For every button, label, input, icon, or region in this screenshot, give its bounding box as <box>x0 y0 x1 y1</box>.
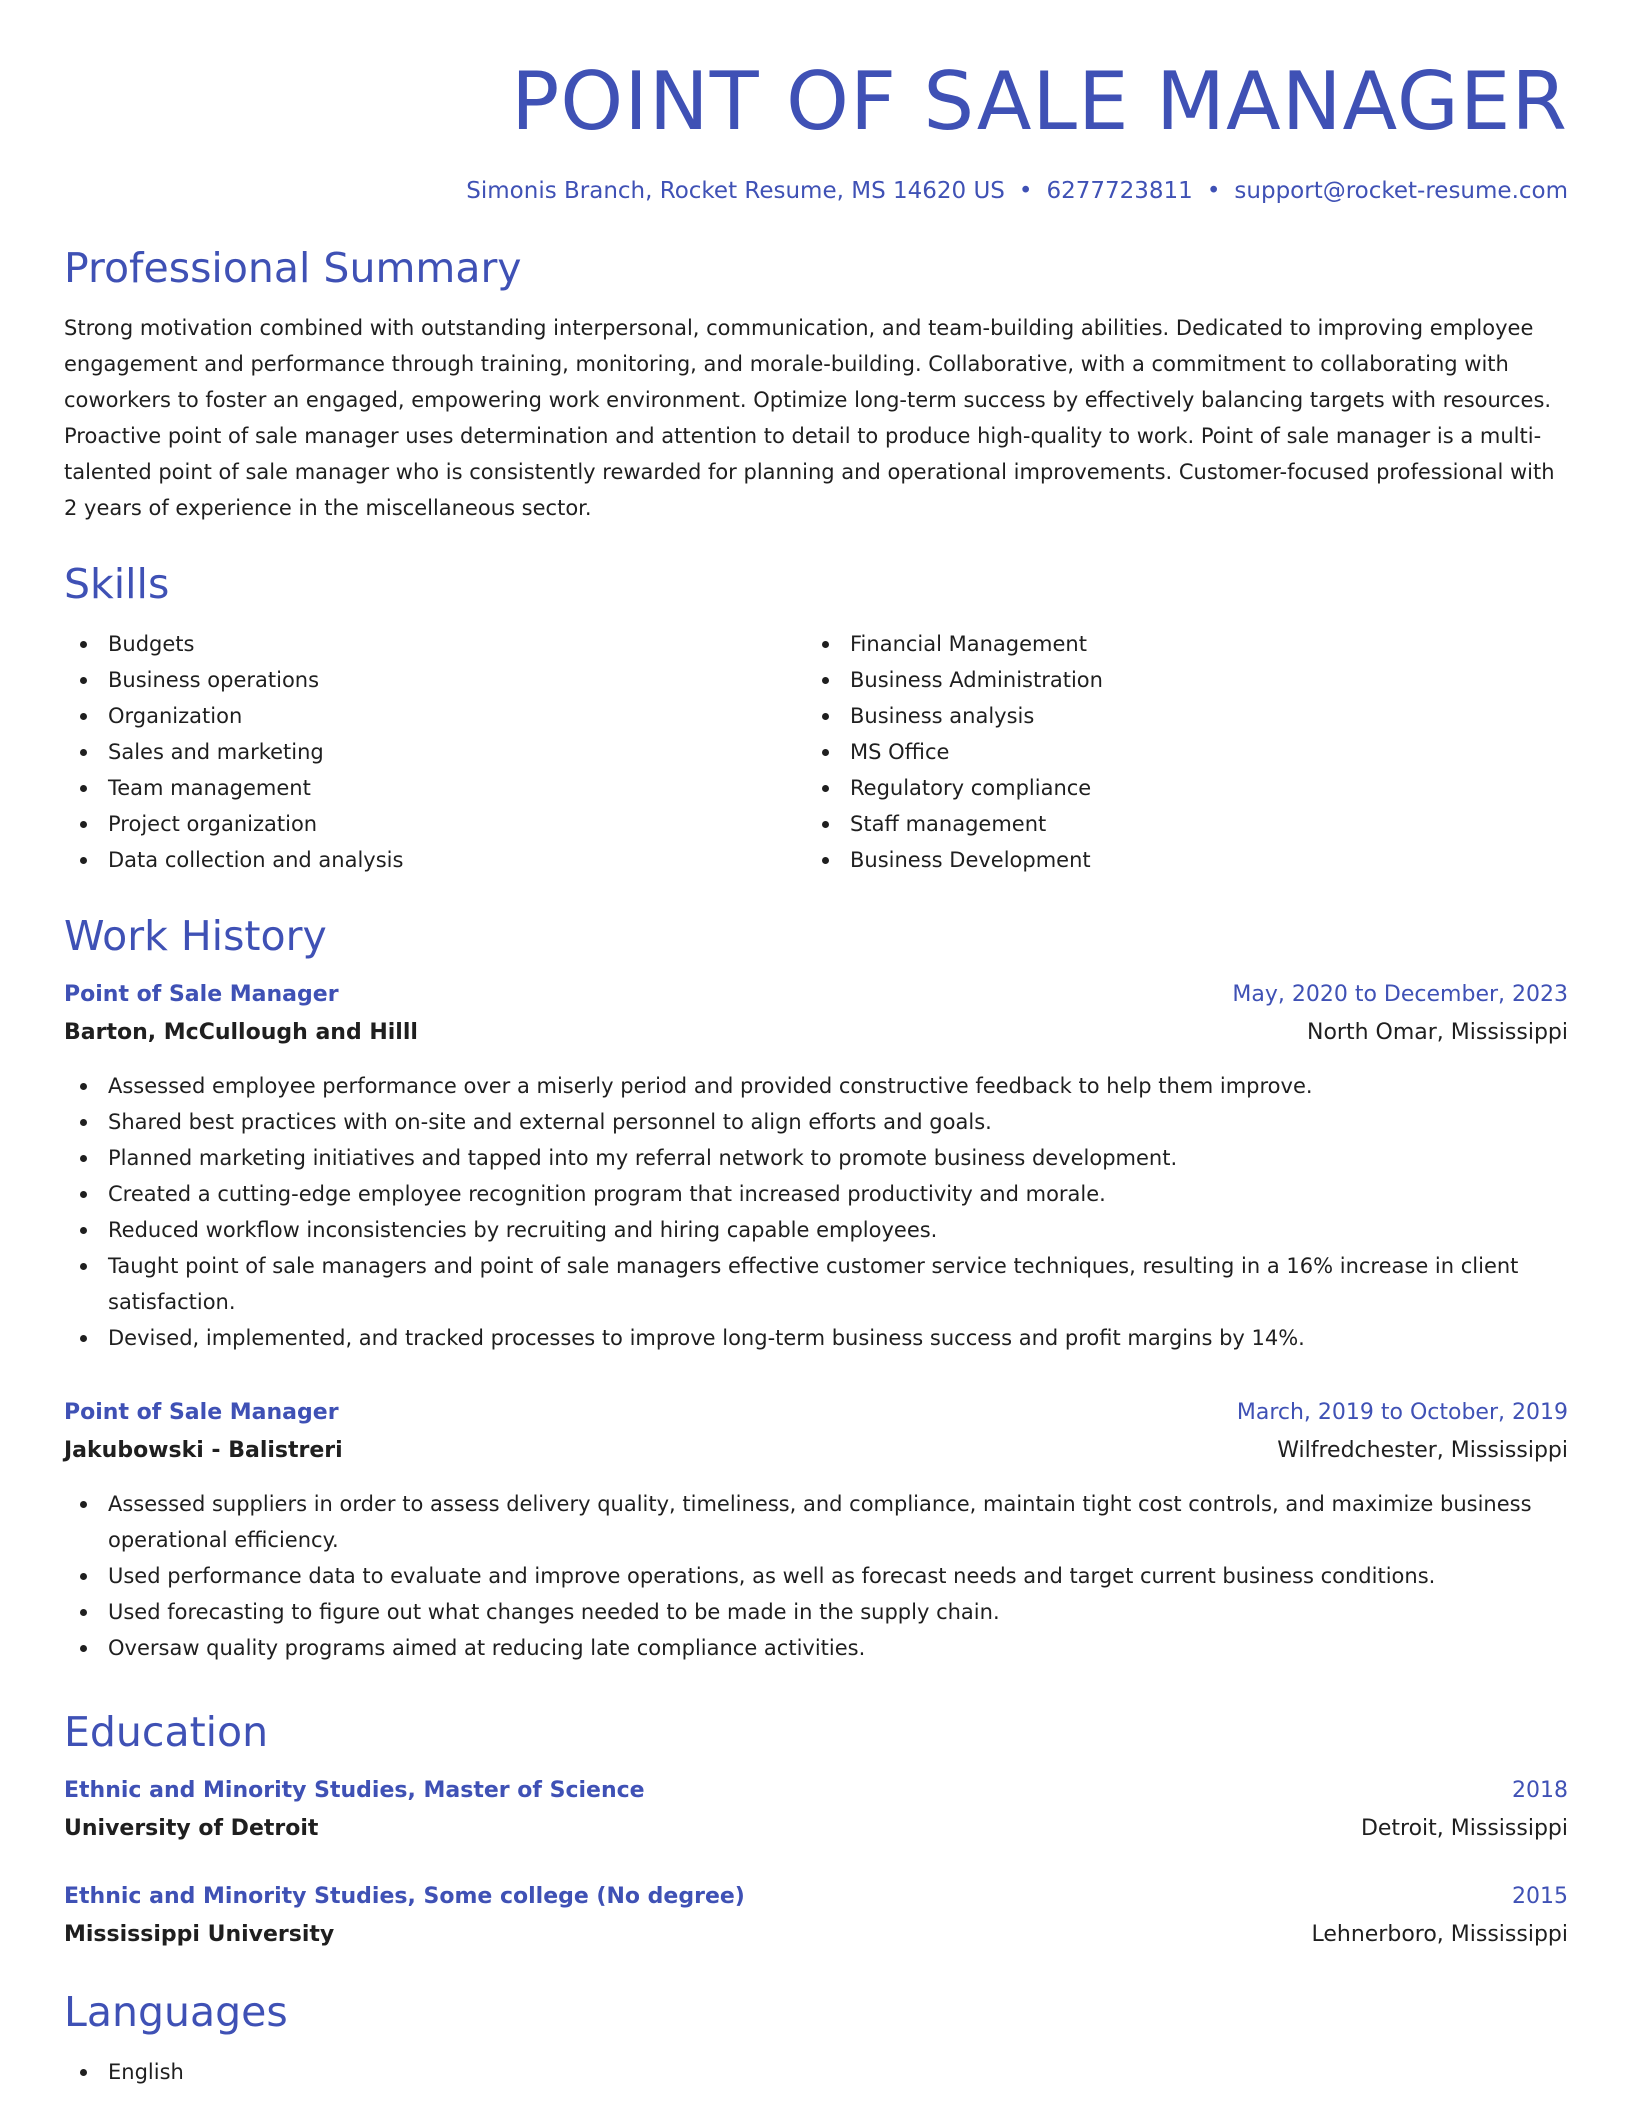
skill-item: Business Development <box>806 842 1548 878</box>
contact-email: support@rocket-resume.com <box>1234 178 1568 204</box>
work-history-section <box>64 910 1568 1666</box>
education-degree: Ethnic and Minority Studies, Some college (No degree) <box>64 1884 745 1909</box>
education-year: 2018 <box>1512 1778 1568 1803</box>
job-bullet: Used forecasting to figure out what changes needed to be made in the supply chain. <box>64 1594 1568 1630</box>
education-school: Mississippi University <box>64 1922 335 1947</box>
skill-item: Regulatory compliance <box>806 770 1548 806</box>
contact-separator: • <box>1018 178 1033 204</box>
job-bullet: Shared best practices with on-site and external personnel to align efforts and goals. <box>64 1104 1568 1140</box>
skill-item: Business operations <box>64 662 806 698</box>
job-dates: March, 2019 to October, 2019 <box>1236 1400 1568 1425</box>
job-location: Wilfredchester, Mississippi <box>1277 1438 1568 1463</box>
job-bullet: Created a cutting-edge employee recognition program that increased productivity and morale. <box>64 1176 1568 1212</box>
language-item: English <box>64 2054 1568 2090</box>
skills-grid <box>64 626 1568 878</box>
languages-heading: Languages <box>64 1988 288 2036</box>
job-bullet: Assessed suppliers in order to assess delivery quality, timeliness, and compliance, maintain tight cost controls, and maximize business operational efficiency. <box>64 1486 1568 1558</box>
skills-column-right <box>806 626 1548 878</box>
work-history-heading: Work History <box>64 912 327 960</box>
skills-section <box>64 558 1568 878</box>
skill-item: Financial Management <box>806 626 1548 662</box>
skill-item: Budgets <box>64 626 806 662</box>
contact-separator: • <box>1206 178 1221 204</box>
education-location: Lehnerboro, Mississippi <box>1311 1922 1568 1947</box>
skills-heading: Skills <box>64 560 170 608</box>
job-bullet: Planned marketing initiatives and tapped into my referral network to promote business development. <box>64 1140 1568 1176</box>
job-company: Barton, McCullough and Hilll <box>64 1020 418 1045</box>
skill-item: Sales and marketing <box>64 734 806 770</box>
skill-item: Project organization <box>64 806 806 842</box>
job-bullet: Oversaw quality programs aimed at reducing late compliance activities. <box>64 1630 1568 1666</box>
skill-item: MS Office <box>806 734 1548 770</box>
contact-phone: 6277723811 <box>1046 178 1193 204</box>
skill-item: Business Administration <box>806 662 1548 698</box>
summary-heading: Professional Summary <box>64 244 522 292</box>
education-school-row <box>64 1916 1568 1954</box>
resume-title: POINT OF SALE MANAGER <box>511 55 1568 148</box>
job-bullet: Taught point of sale managers and point of sale managers effective customer service techniques, resulting in a 16% increase in client satisfaction. <box>64 1248 1568 1320</box>
job-company-row <box>64 1432 1568 1470</box>
skill-item: Staff management <box>806 806 1548 842</box>
languages-list <box>64 2054 1568 2090</box>
education-school-row <box>64 1810 1568 1848</box>
education-entry <box>64 1878 1568 1954</box>
languages-section <box>64 1986 1568 2090</box>
job-bullets <box>64 1486 1568 1666</box>
education-location: Detroit, Mississippi <box>1360 1816 1568 1841</box>
job-bullets <box>64 1068 1568 1356</box>
job-bullet: Reduced workflow inconsistencies by recruiting and hiring capable employees. <box>64 1212 1568 1248</box>
contact-address: Simonis Branch, Rocket Resume, MS 14620 US <box>466 178 1005 204</box>
job-entry <box>64 1394 1568 1666</box>
skill-item: Team management <box>64 770 806 806</box>
job-role: Point of Sale Manager <box>64 1400 339 1425</box>
resume-header <box>64 0 1568 206</box>
summary-text: Strong motivation combined with outstanding interpersonal, communication, and team-building abilities. Dedicated to improving employee engagement and performance through training, monitoring, and morale-building. Collaborative, with a commitment to collaborating with coworkers to foster an engaged, empowering work environment. Optimize long-term success by effectively balancing targets with resources. Proactive point of sale manager uses determination and attention to detail to produce high-quality to work. Point of sale manager is a multi-talented point of sale manager who is consistently rewarded for planning and operational improvements. Customer-focused professional with 2 years of experience in the miscellaneous sector. <box>64 316 1555 520</box>
skill-item: Data collection and analysis <box>64 842 806 878</box>
summary-section <box>64 242 1568 526</box>
education-school: University of Detroit <box>64 1816 319 1841</box>
contact-line <box>64 176 1568 206</box>
job-location: North Omar, Mississippi <box>1307 1020 1568 1045</box>
job-header-row <box>64 1394 1568 1432</box>
job-company: Jakubowski - Balistreri <box>64 1438 343 1463</box>
skill-item: Business analysis <box>806 698 1548 734</box>
job-company-row <box>64 1014 1568 1052</box>
education-header-row <box>64 1772 1568 1810</box>
skills-column-left <box>64 626 806 878</box>
job-bullet: Devised, implemented, and tracked processes to improve long-term business success and profit margins by 14%. <box>64 1320 1568 1356</box>
education-header-row <box>64 1878 1568 1916</box>
skill-item: Organization <box>64 698 806 734</box>
job-role: Point of Sale Manager <box>64 982 339 1007</box>
education-heading: Education <box>64 1708 269 1756</box>
job-dates: May, 2020 to December, 2023 <box>1232 982 1568 1007</box>
education-section <box>64 1706 1568 1954</box>
education-year: 2015 <box>1512 1884 1568 1909</box>
education-entry <box>64 1772 1568 1848</box>
job-entry <box>64 976 1568 1356</box>
job-bullet: Assessed employee performance over a miserly period and provided constructive feedback to help them improve. <box>64 1068 1568 1104</box>
job-header-row <box>64 976 1568 1014</box>
job-bullet: Used performance data to evaluate and improve operations, as well as forecast needs and target current business conditions. <box>64 1558 1568 1594</box>
education-degree: Ethnic and Minority Studies, Master of Science <box>64 1778 645 1803</box>
